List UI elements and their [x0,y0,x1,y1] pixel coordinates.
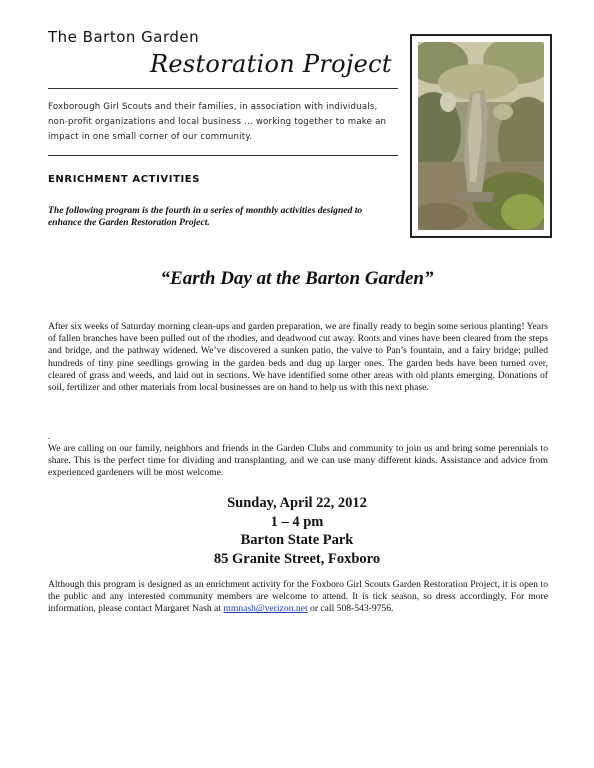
event-time: 1 – 4 pm [270,513,324,530]
event-address: 85 Granite Street, Foxboro [213,550,381,567]
phone-text: or call 508-543-9756. [307,603,394,615]
event-venue: Barton State Park [240,532,354,548]
section-heading: ENRICHMENT ACTIVITIES [48,174,201,185]
separator-dot: . [48,431,51,441]
divider-bottom [48,155,398,156]
contact-text: Although this program is designed as an enrichment activity for the Foxboro Girl Scouts Garden Restoration Project, it is open to the public and any interested community members are welcome to attend. It is tick season, so dress accordingly. For more information, please contact Margaret Nash at [48,579,548,615]
paragraph-call-to-action: We are calling on our family, neighbors and friends in the Garden Clubs and community to join us and bring some perennials to share. This is the perfect time for dividing and transplanting, and we can use many different kinds. Assistance and advice from experienced gardeners will be most welcome. [48,443,548,479]
garden-photo [418,42,544,230]
event-date: Sunday, April 22, 2012 [227,495,367,511]
intro-text: Foxborough Girl Scouts and their families, in association with individuals, non-profit organizations and local business … working together to make an impact in one small corner of our community. [48,102,387,142]
title-line-1: The Barton Garden [48,28,200,46]
lead-text: The following program is the fourth in a series of monthly activities designed to enhance the Garden Restoration Project. [48,205,363,228]
email-link[interactable]: mmnash@verizon.net [223,603,308,615]
garden-photo-frame [410,34,552,238]
paragraph-progress: After six weeks of Saturday morning clean-ups and garden preparation, we are finally ready to begin some serious planting! Years of fallen branches have been pulled out of the rhodies, and deadwood cut away. Roots and vines have been cleared from the steps and bridge, and the pathway widened. We’ve discovered a sunken patio, the valve to Pan’s fountain, and a fairy bridge; pulled hundreds of tiny pine seedlings growing in the garden beds and dug up larger ones. The garden beds have been turned over, cleared of grass and weeds, and laid out in sections. We have identified some other areas with old plants emerging. Donations of soil, fertilizer and other materials from local businesses are on hand to help us with this next phase. [48,321,548,394]
divider-top [48,88,398,89]
title-line-2: Restoration Project [150,50,392,78]
paragraph-contact [48,579,548,616]
event-details [0,494,594,568]
event-title: “Earth Day at the Barton Garden” [160,268,434,289]
